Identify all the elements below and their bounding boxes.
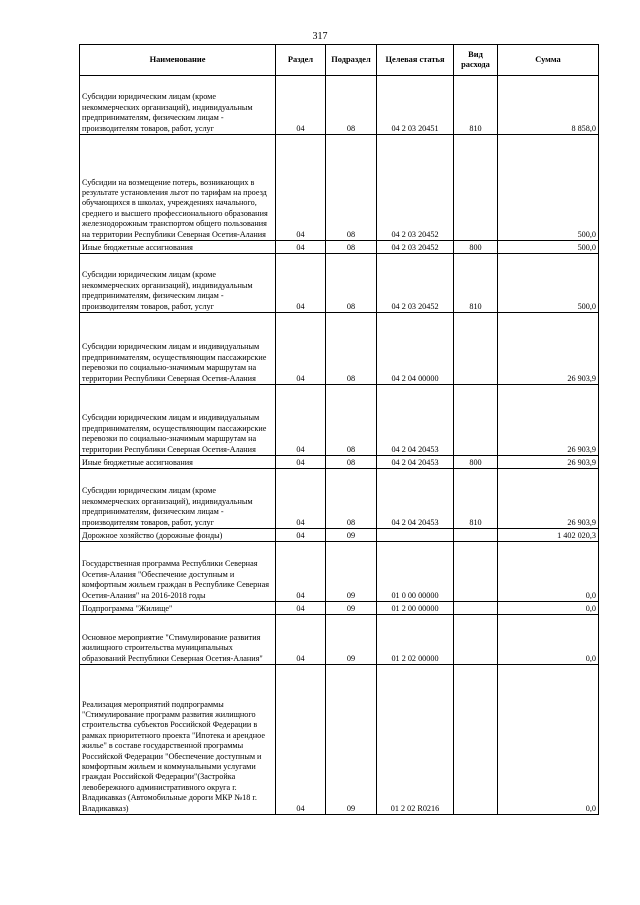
table-row — [80, 665, 599, 815]
row-section: 04 — [276, 135, 326, 241]
row-target: 04 2 04 00000 — [377, 313, 454, 385]
row-name: Государственная программа Республики Северная Осетия-Алания "Обеспечение доступным и комфортным жильем граждан в Республике Северная Осетия-Алания" на 2016-2018 годы — [80, 542, 276, 602]
row-expense-type — [454, 313, 498, 385]
row-target: 04 2 03 20452 — [377, 241, 454, 254]
row-section: 04 — [276, 456, 326, 469]
row-subsection: 08 — [326, 241, 377, 254]
row-target: 04 2 03 20452 — [377, 135, 454, 241]
row-subsection: 09 — [326, 529, 377, 542]
row-section: 04 — [276, 254, 326, 313]
table-row — [80, 313, 599, 385]
row-expense-type: 800 — [454, 456, 498, 469]
row-amount: 500,0 — [498, 135, 599, 241]
row-target: 04 2 04 20453 — [377, 469, 454, 529]
table-row — [80, 254, 599, 313]
row-section: 04 — [276, 313, 326, 385]
row-name: Иные бюджетные ассигнования — [80, 241, 276, 254]
row-target: 01 2 02 00000 — [377, 615, 454, 665]
table-row — [80, 602, 599, 615]
table-row — [80, 469, 599, 529]
row-expense-type: 810 — [454, 254, 498, 313]
row-name: Субсидии юридическим лицам и индивидуальным предпринимателям, осуществляющим пассажирские перевозки по социально-значимым маршрутам на территории Республики Северная Осетия-Алания — [80, 313, 276, 385]
row-expense-type — [454, 542, 498, 602]
row-subsection: 08 — [326, 135, 377, 241]
row-target: 01 2 02 R0216 — [377, 665, 454, 815]
row-expense-type — [454, 665, 498, 815]
table-row — [80, 135, 599, 241]
row-amount: 500,0 — [498, 241, 599, 254]
page-number: 317 — [312, 31, 328, 42]
row-subsection: 08 — [326, 76, 377, 135]
row-name: Основное мероприятие "Стимулирование развития жилищного строительства муниципальных образований Республики Северная Осетия-Алания" — [80, 615, 276, 665]
row-subsection: 09 — [326, 602, 377, 615]
row-amount: 500,0 — [498, 254, 599, 313]
row-amount: 0,0 — [498, 542, 599, 602]
row-section: 04 — [276, 665, 326, 815]
row-amount: 0,0 — [498, 602, 599, 615]
row-section: 04 — [276, 469, 326, 529]
row-expense-type — [454, 615, 498, 665]
row-amount: 1 402 020,3 — [498, 529, 599, 542]
row-subsection: 08 — [326, 385, 377, 456]
header-target: Целевая статья — [377, 45, 454, 76]
row-subsection: 09 — [326, 665, 377, 815]
table-row — [80, 542, 599, 602]
row-section: 04 — [276, 602, 326, 615]
header-subsection: Подраздел — [326, 45, 377, 76]
row-expense-type: 810 — [454, 76, 498, 135]
row-name: Дорожное хозяйство (дорожные фонды) — [80, 529, 276, 542]
table-row — [80, 385, 599, 456]
row-name: Подпрограмма "Жилище" — [80, 602, 276, 615]
row-name: Субсидии юридическим лицам (кроме некоммерческих организаций), индивидуальным предпринимателям, физическим лицам - производителям товаров, работ, услуг — [80, 254, 276, 313]
row-subsection: 08 — [326, 469, 377, 529]
row-expense-type: 810 — [454, 469, 498, 529]
row-name: Реализация мероприятий подпрограммы "Стимулирование программ развития жилищного строительства субъектов Российской Федерации в рамках приоритетного проекта "Ипотека и арендное жилье" в составе государственной программы Российской Федерации "Обеспечение доступным и комфортным жильем и коммунальными услугами граждан Российской Федерации"(Застройка левобережного административного округа г. Владикавказ (Автомобильные дороги МКР №18 г. Владикавказ) — [80, 665, 276, 815]
budget-table — [79, 44, 599, 815]
row-subsection: 08 — [326, 313, 377, 385]
table-row — [80, 241, 599, 254]
row-amount: 0,0 — [498, 665, 599, 815]
row-name: Субсидии юридическим лицам (кроме некоммерческих организаций), индивидуальным предпринимателям, физическим лицам - производителям товаров, работ, услуг — [80, 469, 276, 529]
row-expense-type: 800 — [454, 241, 498, 254]
row-target: 04 2 03 20452 — [377, 254, 454, 313]
row-amount: 26 903,9 — [498, 385, 599, 456]
row-section: 04 — [276, 385, 326, 456]
row-target — [377, 529, 454, 542]
table-row — [80, 529, 599, 542]
row-expense-type — [454, 602, 498, 615]
row-section: 04 — [276, 615, 326, 665]
row-name: Субсидии юридическим лицам и индивидуальным предпринимателям, осуществляющим пассажирские перевозки по социально-значимым маршрутам на территории Республики Северная Осетия-Алания — [80, 385, 276, 456]
row-target: 01 2 00 00000 — [377, 602, 454, 615]
row-target: 01 0 00 00000 — [377, 542, 454, 602]
row-expense-type — [454, 135, 498, 241]
row-name: Субсидии на возмещение потерь, возникающих в результате установления льгот по тарифам на проезд обучающихся в школах, учреждениях начального, среднего и высшего профессионального образования железнодорожным транспортом общего пользования на территории Республики Северная Осетия-Алания — [80, 135, 276, 241]
row-subsection: 08 — [326, 254, 377, 313]
row-section: 04 — [276, 76, 326, 135]
header-section: Раздел — [276, 45, 326, 76]
row-target: 04 2 04 20453 — [377, 456, 454, 469]
row-amount: 8 858,0 — [498, 76, 599, 135]
row-target: 04 2 04 20453 — [377, 385, 454, 456]
row-subsection: 09 — [326, 542, 377, 602]
row-subsection: 09 — [326, 615, 377, 665]
row-amount: 26 903,9 — [498, 313, 599, 385]
row-expense-type — [454, 529, 498, 542]
table-row — [80, 615, 599, 665]
row-section: 04 — [276, 241, 326, 254]
row-subsection: 08 — [326, 456, 377, 469]
header-name: Наименование — [80, 45, 276, 76]
header-expense-type: Вид расхода — [454, 45, 498, 76]
row-section: 04 — [276, 542, 326, 602]
row-amount: 0,0 — [498, 615, 599, 665]
row-amount: 26 903,9 — [498, 456, 599, 469]
row-name: Иные бюджетные ассигнования — [80, 456, 276, 469]
row-name: Субсидии юридическим лицам (кроме некоммерческих организаций), индивидуальным предпринимателям, физическим лицам - производителям товаров, работ, услуг — [80, 76, 276, 135]
row-amount: 26 903,9 — [498, 469, 599, 529]
table-header-row — [80, 45, 599, 76]
table-row — [80, 76, 599, 135]
row-target: 04 2 03 20451 — [377, 76, 454, 135]
row-expense-type — [454, 385, 498, 456]
row-section: 04 — [276, 529, 326, 542]
table-row — [80, 456, 599, 469]
header-amount: Сумма — [498, 45, 599, 76]
